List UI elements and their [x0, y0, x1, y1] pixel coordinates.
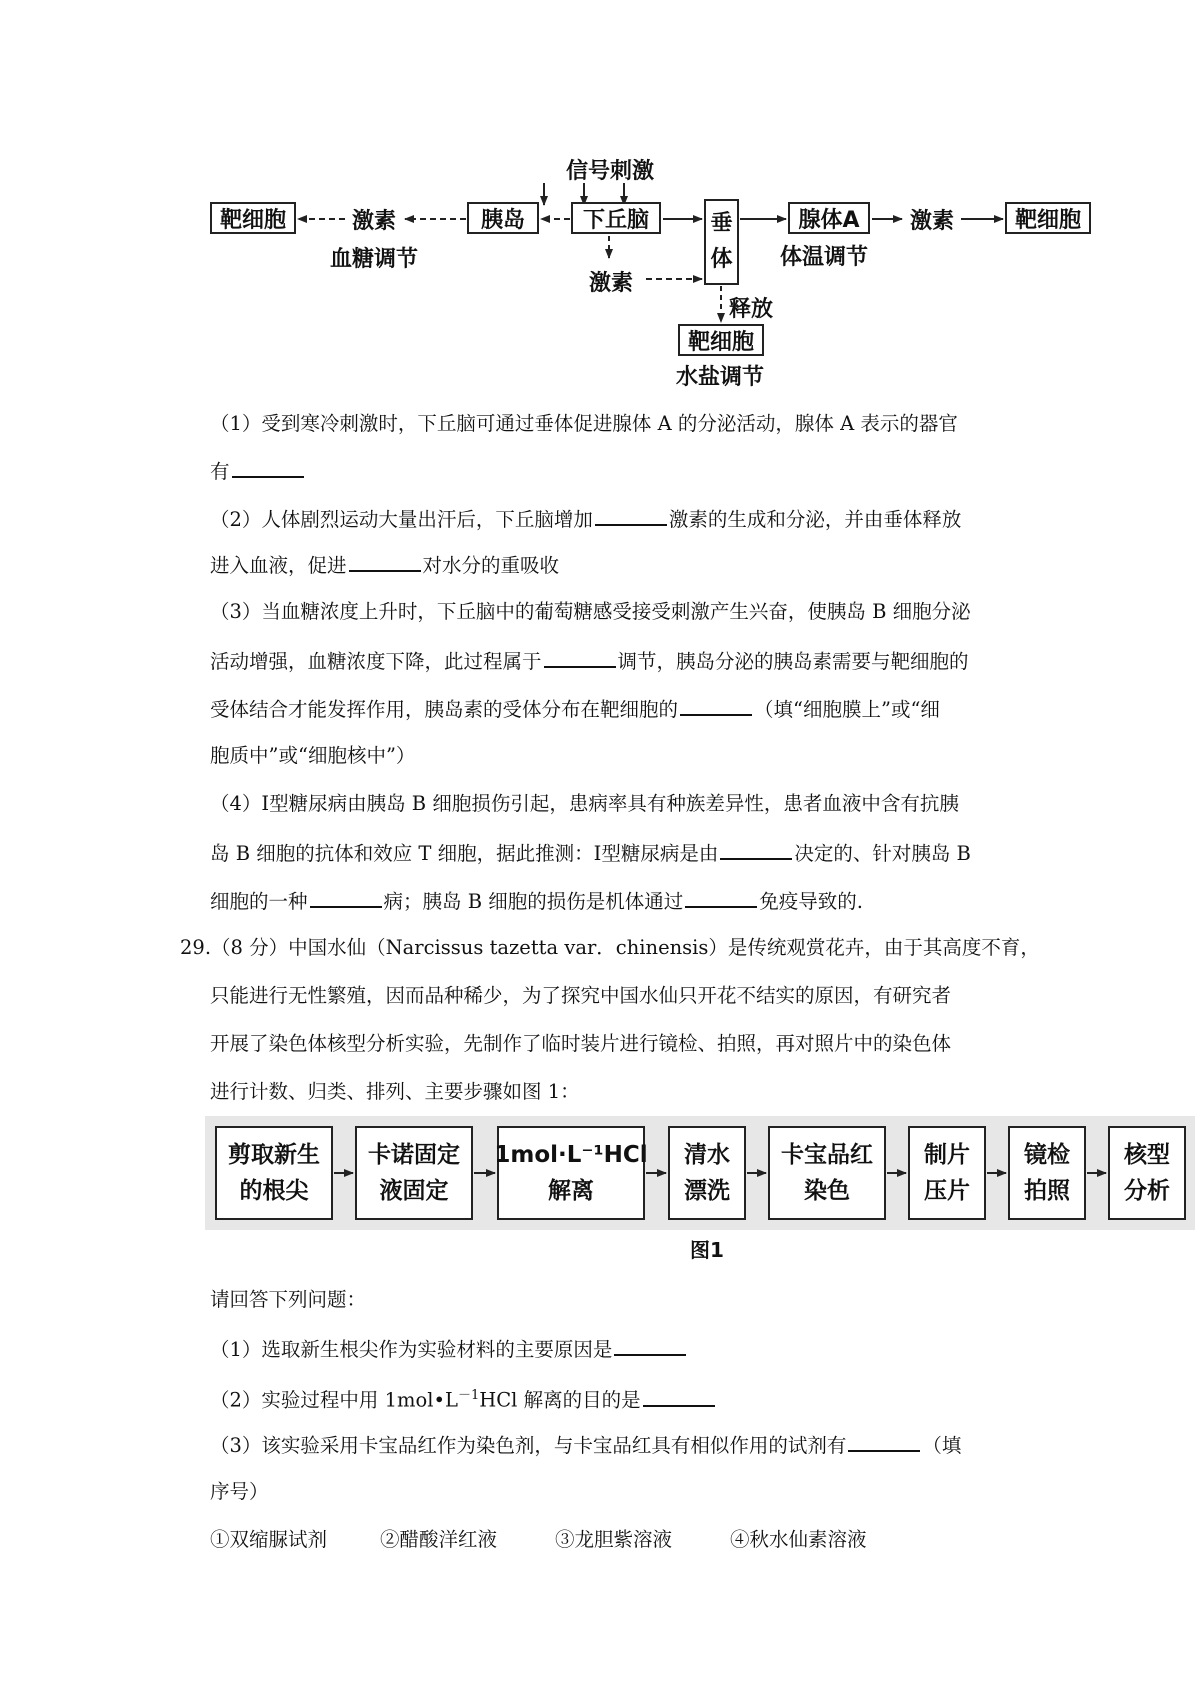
q28-p2-text: （2）人体剧烈运动大量出汗后，下丘脑增加	[210, 508, 593, 531]
q28-p1-line1: （1）受到寒冷刺激时，下丘脑可通过垂体促进腺体 A 的分泌活动，腺体 A 表示的器官	[210, 412, 958, 435]
q28-p2-text: 对水分的重吸收	[422, 554, 560, 577]
figure-caption: 图1	[690, 1238, 724, 1262]
blood-sugar-label: 血糖调节	[330, 247, 419, 272]
hypothalamus-box: 下丘脑	[571, 202, 661, 234]
q29-prompt: 请回答下列问题：	[210, 1288, 367, 1311]
temperature-label: 体温调节	[780, 245, 869, 270]
q28-p4-text: 免疫导致的.	[759, 890, 863, 913]
target-cell-bottom-box: 靶细胞	[678, 324, 764, 356]
option-2: ②醋酸洋红液	[380, 1528, 498, 1551]
step-microscope-photo: 镜检 拍照	[1008, 1126, 1086, 1220]
q28-p4-text: 病；胰岛 B 细胞的损伤是机体通过	[383, 890, 684, 913]
option-3: ③龙胆紫溶液	[555, 1528, 673, 1551]
q29-s2	[210, 1382, 717, 1415]
q29-s1-text: （1）选取新生根尖作为实验材料的主要原因是	[210, 1338, 613, 1361]
q28-p3-text: 活动增强，血糖浓度下降，此过程属于	[210, 650, 542, 673]
q29-s3-line2: 序号）	[210, 1480, 269, 1503]
water-salt-label: 水盐调节	[676, 365, 765, 390]
q29-s3-text: （填	[922, 1434, 962, 1457]
q29-s1	[210, 1334, 688, 1364]
q29-s2-text: HCl 解离的目的是	[479, 1388, 641, 1412]
q29-s2-text: （2）实验过程中用 1mol•L	[210, 1388, 458, 1412]
step-carbol-fuchsin-stain: 卡宝品红 染色	[768, 1126, 886, 1220]
q28-p3-text: 调节，胰岛分泌的胰岛素需要与靶细胞的	[617, 650, 969, 673]
step-water-rinse: 清水 漂洗	[668, 1126, 746, 1220]
step-hcl-dissociate: 1mol·L⁻¹HCl 解离	[497, 1126, 645, 1220]
q29-intro-line4: 进行计数、归类、排列、主要步骤如图 1：	[210, 1080, 580, 1103]
q29-intro-line1: 29.（8 分）中国水仙（Narcissus tazetta var．chinensis）是传统观赏花卉，由于其高度不育，	[180, 936, 1040, 959]
target-cell-left-box: 靶细胞	[210, 202, 296, 234]
q28-p1-text: 有	[210, 460, 230, 483]
q29-s3-line1	[210, 1430, 961, 1460]
q28-p4-line1: （4）Ⅰ型糖尿病由胰岛 B 细胞损伤引起，患病率具有种族差异性，患者血液中含有抗胰	[210, 792, 959, 815]
hormone-right-label: 激素	[910, 209, 955, 234]
pituitary-char: 垂	[710, 211, 733, 236]
q28-p4-text: 决定的、针对胰岛 B	[794, 842, 971, 865]
q28-p2-text: 激素的生成和分泌，并由垂体释放	[668, 508, 962, 531]
step-karyotype-analysis: 核型 分析	[1108, 1126, 1186, 1220]
hormone-left-label: 激素	[352, 209, 397, 234]
option-1: ①双缩脲试剂	[210, 1528, 328, 1551]
gland-a-box: 腺体A	[788, 202, 870, 234]
q28-p4-text: 岛 B 细胞的抗体和效应 T 细胞，据此推测：Ⅰ型糖尿病是由	[210, 842, 719, 865]
step-slide-press: 制片 压片	[908, 1126, 986, 1220]
q28-p3-text: 受体结合才能发挥作用，胰岛素的受体分布在靶细胞的	[210, 698, 679, 721]
q28-p3-text: （填“细胞膜上”或“细	[754, 698, 940, 721]
target-cell-right-box: 靶细胞	[1005, 202, 1091, 234]
pituitary-char: 体	[710, 247, 733, 272]
answer-blank	[614, 1334, 686, 1356]
q29-options	[210, 1526, 867, 1554]
q29-intro-line2: 只能进行无性繁殖，因而品种稀少，为了探究中国水仙只开花不结实的原因，有研究者	[210, 984, 952, 1007]
signal-stimulus-label: 信号刺激	[566, 159, 655, 184]
answer-blank	[643, 1385, 715, 1407]
release-label: 释放	[729, 297, 774, 322]
q29-intro-line3: 开展了染色体核型分析实验，先制作了临时装片进行镜检、拍照，再对照片中的染色体	[210, 1032, 952, 1055]
hormone-bottom-label: 激素	[589, 271, 634, 296]
q28-p2-text: 进入血液，促进	[210, 554, 347, 577]
step-cut-root-tip: 剪取新生 的根尖	[215, 1126, 333, 1220]
islet-box: 胰岛	[467, 202, 539, 234]
q29-s2-superscript: －1	[457, 1388, 480, 1403]
q28-p3-line4: 胞质中”或“细胞核中”）	[210, 744, 416, 767]
q28-p3-line1: （3）当血糖浓度上升时，下丘脑中的葡萄糖感受接受刺激产生兴奋，使胰岛 B 细胞分泌	[210, 600, 971, 623]
step-carnoy-fix: 卡诺固定 液固定	[355, 1126, 473, 1220]
q28-p4-text: 细胞的一种	[210, 890, 308, 913]
answer-blank	[848, 1430, 920, 1452]
q29-s3-text: （3）该实验采用卡宝品红作为染色剂，与卡宝品红具有相似作用的试剂有	[210, 1434, 847, 1457]
option-4: ④秋水仙素溶液	[730, 1528, 867, 1551]
